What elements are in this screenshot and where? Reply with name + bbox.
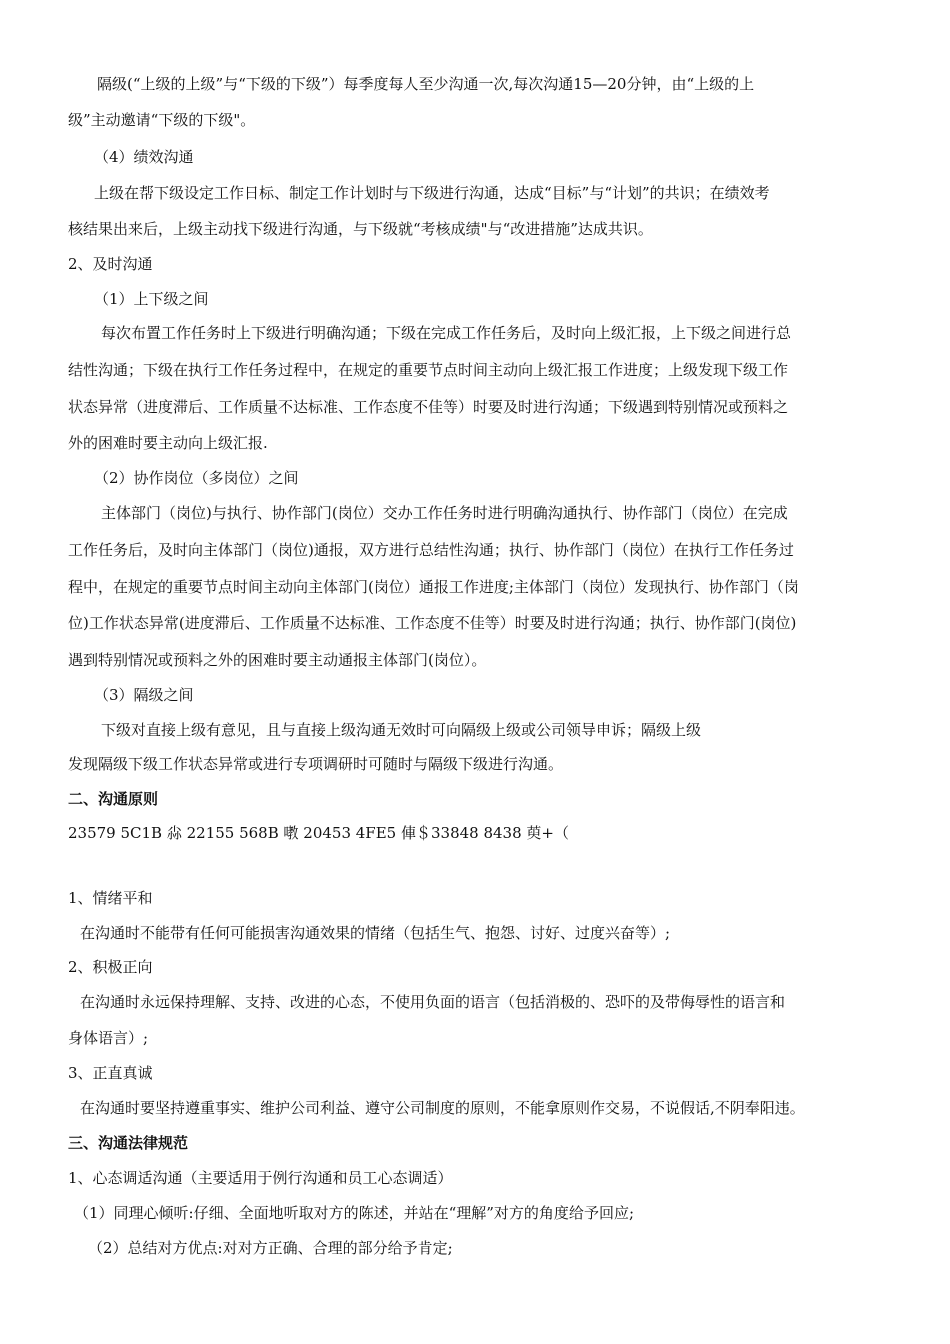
paragraph-line: 外的困难时要主动向上级汇报.: [68, 434, 268, 452]
principle-heading: 3、正直真诚: [68, 1064, 153, 1082]
list-item: （1）同理心倾听:仔细、全面地听取对方的陈述，并站在“理解”对方的角度给予回应;: [74, 1204, 634, 1222]
paragraph-line: 在沟通时不能带有任何可能损害沟通效果的情绪（包括生气、抱怨、讨好、过度兴奋等）;: [80, 924, 671, 942]
paragraph-line: 在沟通时永远保持理解、支持、改进的心态，不使用负面的语言（包括消极的、恐吓的及带侮辱性的语言和: [80, 993, 786, 1011]
subheading-performance-communication: （4）绩效沟通: [94, 148, 194, 166]
subheading-collaboration-posts: （2）协作岗位（多岗位）之间: [94, 469, 299, 487]
subheading-skip-level: （3）隔级之间: [94, 686, 194, 704]
subheading-between-levels: （1）上下级之间: [94, 290, 209, 308]
paragraph-line: 结性沟通；下级在执行工作任务过程中，在规定的重要节点时间主动向上级汇报工作进度；上级发现下级工作: [68, 361, 789, 379]
paragraph-line: 上级在帮下级设定工作日标、制定工作计划时与下级进行沟通，达成“目标”与“计划”的共识；在绩效考: [94, 184, 770, 202]
paragraph-line: 位)工作状态异常(进度滞后、工作质量不达标准、工作态度不佳等）时要及时进行沟通；执行、协作部门(岗位): [68, 614, 797, 632]
paragraph-line: 遇到特别情况或预料之外的困难时要主动通报主体部门(岗位）。: [68, 651, 487, 669]
paragraph-line: 下级对直接上级有意见，且与直接上级沟通无效时可向隔级上级或公司领导申诉；隔级上级: [101, 721, 702, 739]
paragraph-line: 每次布置工作任务时上下级进行明确沟通；下级在完成工作任务后，及时向上级汇报，上下级之间进行总: [101, 324, 792, 342]
principle-heading: 2、积极正向: [68, 958, 153, 976]
paragraph-line: 状态异常（进度滞后、工作质量不达标准、工作态度不佳等）时要及时进行沟通；下级遇到特别情况或预料之: [68, 398, 789, 416]
paragraph-line: 程中，在规定的重要节点时间主动向主体部门(岗位）通报工作进度;主体部门（岗位）发现执行、协作部门（岗: [68, 578, 799, 596]
paragraph-line: 工作任务后，及时向主体部门（岗位)通报，双方进行总结性沟通；执行、协作部门（岗位）在执行工作任务过: [68, 541, 794, 559]
paragraph-line: 主体部门（岗位)与执行、协作部门(岗位）交办工作任务时进行明确沟通执行、协作部门（岗位）在完成: [101, 504, 788, 522]
list-item: （2）总结对方优点:对对方正确、合理的部分给予肯定;: [88, 1239, 453, 1257]
section-heading-principles: 二、沟通原则: [68, 790, 159, 808]
paragraph-line: 身体语言）;: [68, 1029, 149, 1047]
paragraph-line: 隔级(“上级的上级”与“下级的下级”）每季度每人至少沟通一次,每次沟通15—20分钟，由“上级的上: [97, 75, 755, 93]
paragraph-line: 级”主动邀请“下级的下级"。: [68, 111, 256, 129]
paragraph-line: 核结果出来后，上级主动找下级进行沟通，与下级就“考核成绩"与“改进措施”达成共识。: [68, 220, 653, 238]
principle-heading: 1、情绪平和: [68, 889, 153, 907]
section-timely-communication: 2、及时沟通: [68, 255, 153, 273]
paragraph-line: 在沟通时要坚持遵重事实、维护公司利益、遵守公司制度的原则，不能拿原则作交易，不说假话,不阴奉阳违。: [80, 1099, 805, 1117]
norm-heading: 1、心态调适沟通（主要适用于例行沟通和员工心态调适）: [68, 1169, 453, 1187]
paragraph-line: 发现隔级下级工作状态异常或进行专项调研时可随时与隔级下级进行沟通。: [68, 755, 564, 773]
garbled-code-line: 23579 5C1B 尛 22155 568B 嘋 20453 4FE5 俥＄33848 8438 萸+（: [68, 824, 569, 842]
section-heading-norms: 三、沟通法律规范: [68, 1134, 189, 1152]
